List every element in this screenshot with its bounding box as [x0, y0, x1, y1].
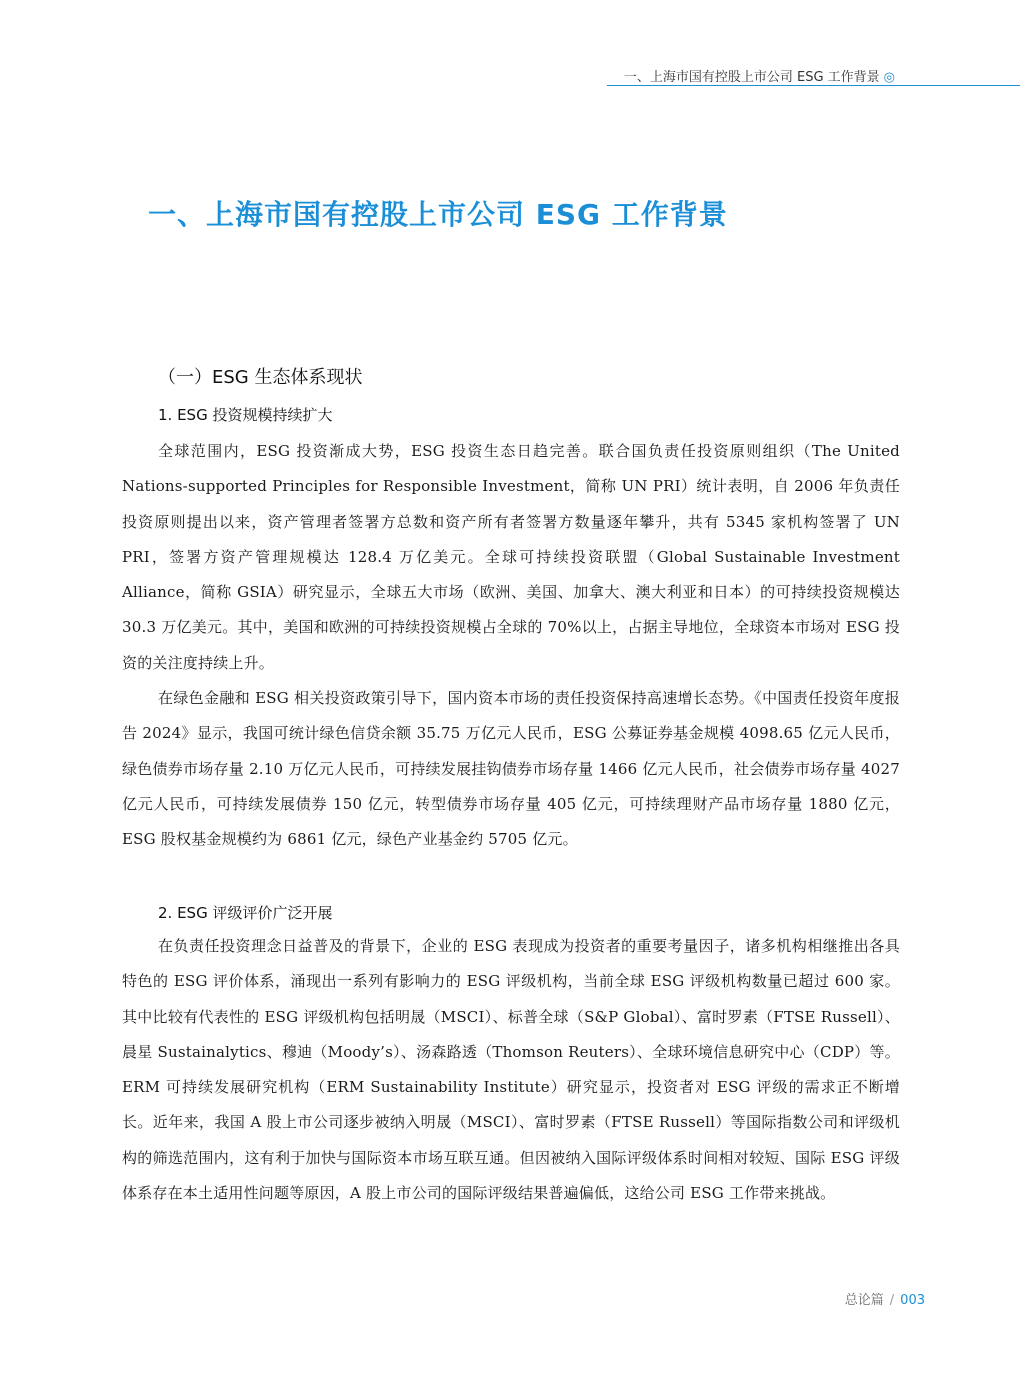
paragraph-2: 在绿色金融和 ESG 相关投资政策引导下，国内资本市场的责任投资保持高速增长态势。《中国责任投资年度报告 2024》显示，我国可统计绿色信贷余额 35.75 万亿元人民币，ESG 公募证券基金规模 4098.65 亿元人民币，绿色债券市场存量 2.10 万亿元人民币，可持续发展挂钩债券市场存量 1466 亿元人民币，社会债券市场存量 4027 亿元人民币，可持续发展债券 150 亿元，转型债券市场存量 405 亿元，可持续理财产品市场存量 1880 亿元，ESG 股权基金规模约为 6861 亿元，绿色产业基金约 5705 亿元。: [122, 689, 900, 849]
footer-label: 总论篇: [844, 1293, 884, 1308]
subsection-heading-1: 1. ESG 投资规模持续扩大: [158, 406, 333, 424]
footer-separator: /: [889, 1293, 895, 1308]
chapter-title: 一、上海市国有控股上市公司 ESG 工作背景: [148, 198, 728, 231]
paragraph-3: 在负责任投资理念日益普及的背景下，企业的 ESG 表现成为投资者的重要考量因子，诸多机构相继推出各具特色的 ESG 评价体系，涌现出一系列有影响力的 ESG 评级机构，当前全球 ESG 评级机构数量已超过 600 家。其中比较有代表性的 ESG 评级机构包括明晟（MSCI）、标普全球（S&P Global）、富时罗素（FTSE Russell）、晨星 Sustainalytics、穆迪（Moody’s）、汤森路透（Thomson Reuters）、全球环境信息研究中心（CDP）等。ERM 可持续发展研究机构（ERM Sustainability Institute）研究显示，投资者对 ESG 评级的需求正不断增长。近年来，我国 A 股上市公司逐步被纳入明晟（MSCI）、富时罗素（FTSE Russell）等国际指数公司和评级机构的筛选范围内，这有利于加快与国际资本市场互联互通。但因被纳入国际评级体系时间相对较短、国际 ESG 评级体系存在本土适用性问题等原因，A 股上市公司的国际评级结果普遍偏低，这给公司 ESG 工作带来挑战。: [122, 937, 900, 1203]
header-rule: [607, 85, 1020, 86]
running-header: [624, 66, 895, 85]
page-number: 003: [900, 1293, 925, 1308]
running-header-text: 一、上海市国有控股上市公司 ESG 工作背景: [623, 70, 880, 85]
paragraph-1: 全球范围内，ESG 投资渐成大势，ESG 投资生态日趋完善。联合国负责任投资原则组织（The United Nations-supported Principles for Responsible Investment，简称 UN PRI）统计表明，自 2006 年负责任投资原则提出以来，资产管理者签署方总数和资产所有者签署方数量逐年攀升，共有 5345 家机构签署了 UN PRI，签署方资产管理规模达 128.4 万亿美元。全球可持续投资联盟（Global Sustainable Investment Alliance，简称 GSIA）研究显示，全球五大市场（欧洲、美国、加拿大、澳大利亚和日本）的可持续投资规模达 30.3 万亿美元。其中，美国和欧洲的可持续投资规模占全球的 70%以上，占据主导地位，全球资本市场对 ESG 投资的关注度持续上升。: [122, 442, 900, 672]
section-heading: （一）ESG 生态体系现状: [158, 367, 363, 388]
circle-mark-icon: ◎: [883, 70, 895, 85]
page-footer: [845, 1289, 925, 1308]
subsection-heading-2: 2. ESG 评级评价广泛开展: [158, 904, 333, 922]
